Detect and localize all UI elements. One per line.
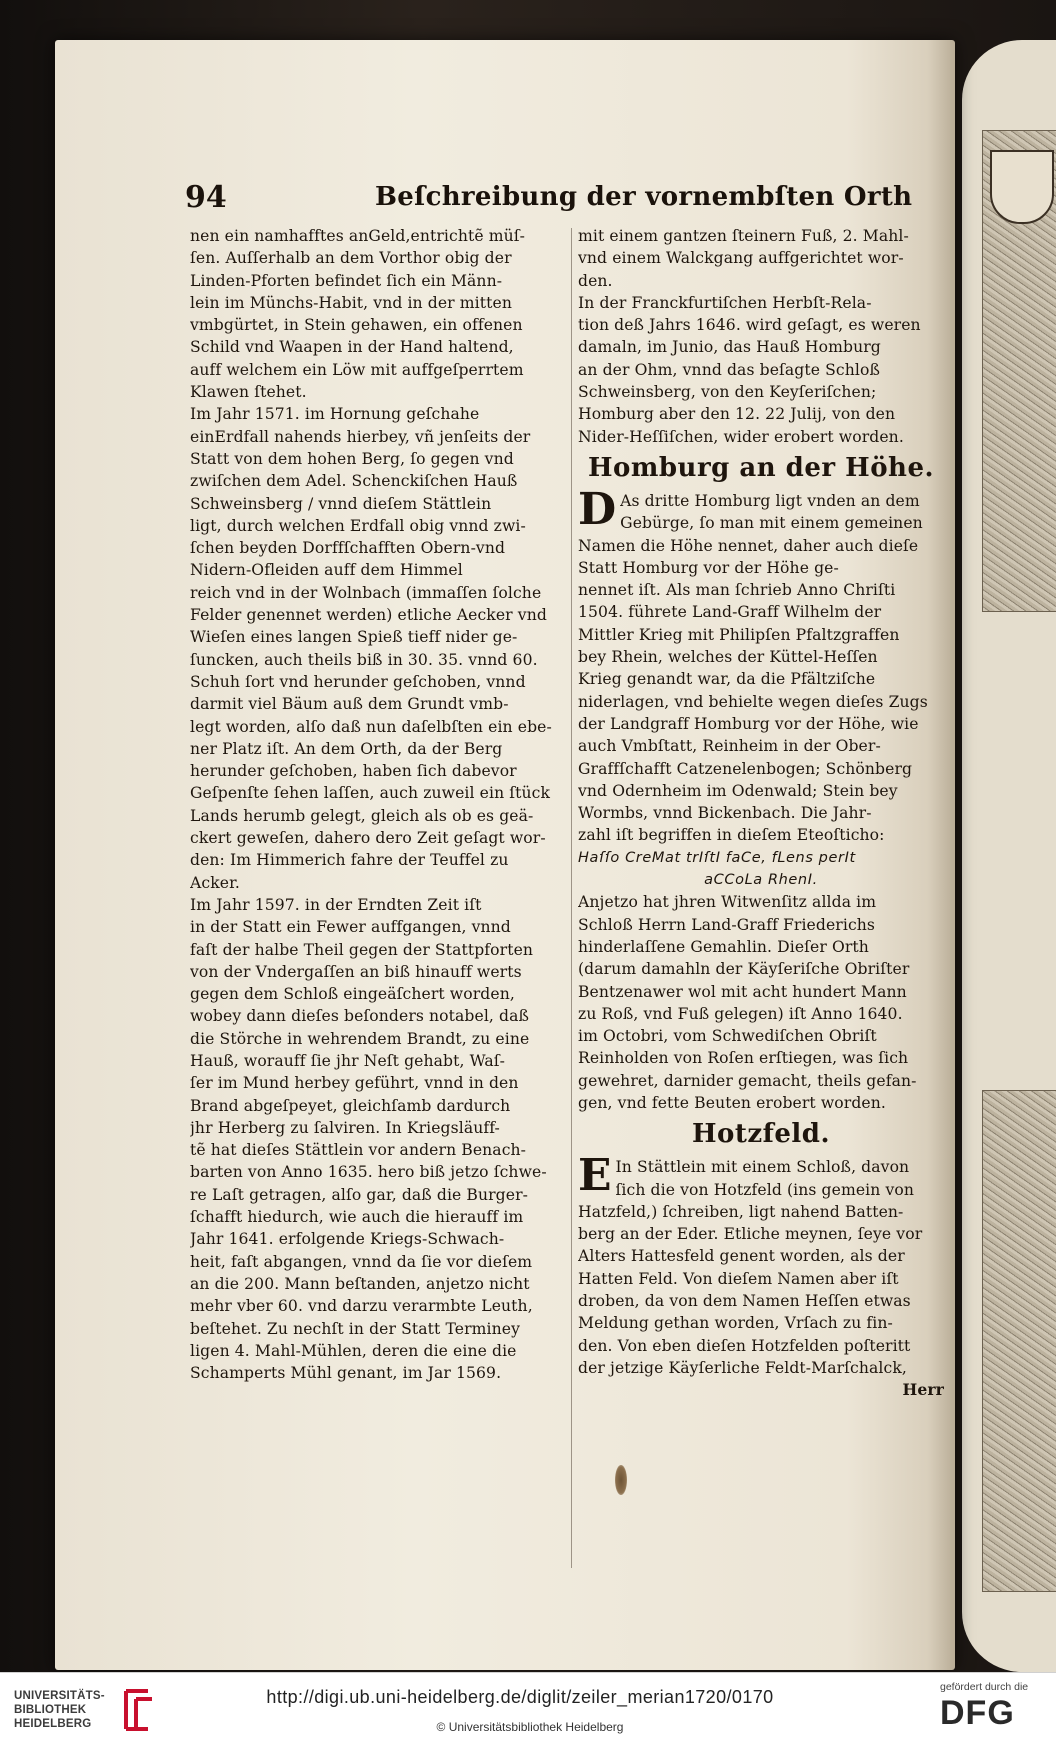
text-line: Klawen ſtehet. <box>190 383 307 402</box>
paper-stain <box>615 1465 627 1495</box>
text-line: Gebürge, ſo man mit einem gemeinen <box>620 514 923 533</box>
text-line: Graffſchafft Catzenelenbogen; Schönberg <box>578 759 913 778</box>
text-line: an der Ohm, vnnd das beſagte Schloß <box>578 360 880 379</box>
text-line: gen, vnd fette Beuten erobert worden. <box>578 1093 886 1112</box>
column-divider <box>571 228 572 1568</box>
text-line: vnd Odernheim im Odenwald; Stein bey <box>578 781 898 800</box>
left-column <box>190 225 570 1384</box>
text-line: vnd einem Walckgang auffgerichtet wor- <box>578 249 904 268</box>
catchword: Herr <box>902 1380 944 1400</box>
text-line: den. <box>578 271 613 290</box>
text-line: Statt von dem hohen Berg, ſo gegen vnd <box>190 449 514 468</box>
text-line: Wieſen eines langen Spieß tieff nider ge- <box>190 628 518 647</box>
text-line: lein im Münchs-Habit, vnd in der mitten <box>190 293 512 312</box>
copyright-notice: © Universitätsbibliothek Heidelberg <box>436 1720 624 1734</box>
text-line: nen ein namhafftes anGeld,entrichtẽ müſ- <box>190 227 525 245</box>
text-line: mit einem gantzen ſteinern Fuß, 2. Mahl- <box>578 227 909 245</box>
text-line: Meldung gethan worden, Vrſach zu fin- <box>578 1314 893 1333</box>
text-line: Bentzenawer wol mit acht hundert Mann <box>578 982 907 1001</box>
text-line: Hauß, worauff ſie jhr Neſt gehabt, Waſ- <box>190 1051 506 1070</box>
text-line: Schild vnd Waapen in der Hand haltend, <box>190 338 514 357</box>
text-line: Acker. <box>190 873 240 892</box>
text-line: Krieg genandt war, da die Pfältziſche <box>578 670 876 689</box>
homburg-paragraph <box>578 483 944 847</box>
text-line: tion deß Jahrs 1646. wird geſagt, es weren <box>578 316 921 335</box>
text-line: Schweinsberg, von den Keyſeriſchen; <box>578 383 877 402</box>
engraving-plate-bottom <box>982 1090 1056 1592</box>
text-line: nennet iſt. Als man ſchrieb Anno Chriſti <box>578 581 896 600</box>
text-line: Schamperts Mühl genant, im Jar 1569. <box>190 1364 502 1383</box>
text-line: die Störche in wehrendem Brandt, zu eine <box>190 1029 530 1048</box>
text-line: Hatzfeld,) ſchreiben, ligt nahend Batten- <box>578 1202 904 1221</box>
continuation-paragraph <box>578 225 944 292</box>
viewer-footer <box>0 1672 1056 1749</box>
text-line: berg an der Eder. Etliche meynen, ſeye vor <box>578 1225 923 1244</box>
text-line: jhr Herberg zu ſalviren. In Kriegsläuff- <box>190 1118 500 1137</box>
text-line: tẽ hat dieſes Stättlein vor andern Benach- <box>190 1141 527 1160</box>
text-line: heit, faſt abgangen, vnnd da ſie vor dieſem <box>190 1252 533 1271</box>
heading-hotzfeld: Hotzfeld. <box>691 1119 831 1150</box>
text-line: herunder geſchoben, haben ſich dabevor <box>190 762 517 781</box>
text-line: faſt der halbe Theil gegen der Stattpforten <box>190 940 534 959</box>
text-line: In der Franckfurtiſchen Herbſt-Rela- <box>578 293 872 312</box>
text-line: darmit viel Bäum auß dem Grundt vmb- <box>190 695 509 714</box>
text-line: Reinholden von Roſen erſtiegen, was ſich <box>578 1049 909 1068</box>
text-line: mehr vber 60. vnd darzu verarmbte Leuth, <box>190 1297 533 1316</box>
text-line: ſuncken, auch theils biß in 30. 35. vnnd 60. <box>190 650 538 669</box>
text-line: Jahr 1641. erfolgende Kriegs-Schwach- <box>190 1230 505 1249</box>
text-line: As dritte Homburg ligt vnden an dem <box>620 491 920 510</box>
page-header <box>185 178 945 222</box>
text-line: Im Jahr 1571. im Hornung geſchahe <box>190 405 480 424</box>
text-line: ſer im Mund herbey geführt, vnnd in den <box>190 1074 519 1093</box>
text-line: zahl iſt begriffen in dieſem Eteoſticho: <box>578 826 885 845</box>
text-line: an die 200. Mann beſtanden, anjetzo nicht <box>190 1274 530 1293</box>
text-line: von der Vndergaſſen an biß hinauff werts <box>190 962 522 981</box>
text-line: Wormbs, vnnd Bickenbach. Die Jahr- <box>578 804 872 823</box>
text-line: Im Jahr 1597. in der Erndten Zeit iſt <box>190 895 482 914</box>
dropcap-hotzfeld: E <box>578 1150 612 1202</box>
text-line: ligen 4. Mahl-Mühlen, deren die eine die <box>190 1341 517 1360</box>
library-logo-icon <box>118 1685 158 1735</box>
text-line: (darum damahln der Käyſeriſche Obriſter <box>578 960 910 979</box>
text-line: legt worden, alſo daß nun daſelbſten ein ebe- <box>190 717 552 736</box>
chronostichon-line-2: aCCoLa RhenI. <box>704 872 818 889</box>
text-line: ſchen beyden Dorffſchafften Obern-vnd <box>190 539 506 558</box>
text-line: Nidern-Ofleiden auff dem Himmel <box>190 561 463 580</box>
text-line: zu Roß, vnd Fuß gelegen) iſt Anno 1640. <box>578 1004 903 1023</box>
text-line: zwiſchen dem Adel. Schenckiſchen Hauß <box>190 472 518 491</box>
text-line: vmbgürtet, in Stein gehawen, ein offenen <box>190 316 523 335</box>
heading-homburg: Homburg an der Höhe. <box>587 452 935 483</box>
text-line: den: Im Himmerich fahre der Teuffel zu <box>190 851 509 870</box>
text-line: droben, da von dem Namen Heſſen etwas <box>578 1292 911 1311</box>
text-line: Statt Homburg vor der Höhe ge- <box>578 558 839 577</box>
text-line: auch Vmbſtatt, Reinheim in der Ober- <box>578 737 881 756</box>
text-line: Anjetzo hat jhren Witwenſitz allda im <box>578 893 877 912</box>
text-line: ſich die von Hotzfeld (ins gemein von <box>615 1180 915 1199</box>
text-line: den. Von eben dieſen Hotzfelden poſteritt <box>578 1336 911 1355</box>
text-line: Brand abgeſpeyet, gleichſamb dardurch <box>190 1096 511 1115</box>
page-number: 94 <box>185 180 227 215</box>
text-line: Namen die Höhe nennet, daher auch dieſe <box>578 536 919 555</box>
text-line: In Stättlein mit einem Schloß, davon <box>615 1158 910 1177</box>
text-line: barten von Anno 1635. hero biß jetzo ſchwe- <box>190 1163 547 1182</box>
text-line: beſtehet. Zu nechſt in der Statt Terminey <box>190 1319 520 1338</box>
text-line: Schloß Herrn Land-Graff Friederichs <box>578 915 876 934</box>
text-line: in der Statt ein Fewer auffgangen, vnnd <box>190 918 511 937</box>
text-line: im Octobri, vom Schwediſchen Obriſt <box>578 1027 877 1046</box>
text-line: niderlagen, vnd behielte wegen dieſes Zugs <box>578 692 928 711</box>
text-line: ſchafft hiedurch, wie auch die hierauff im <box>190 1208 524 1227</box>
text-line: reich vnd in der Wolnbach (immaſſen ſolche <box>190 583 542 602</box>
text-line: Hatten Feld. Von dieſem Namen aber iſt <box>578 1269 899 1288</box>
text-line: der Landgraff Homburg vor der Höhe, wie <box>578 714 919 733</box>
text-line: Nider-Heſſiſchen, wider erobert worden. <box>578 427 904 446</box>
text-line: ligt, durch welchen Erdfall obig vnnd zwi- <box>190 516 526 535</box>
dfg-logo: DFG <box>940 1694 1015 1732</box>
text-line: re Laſt getragen, alſo gar, daß die Burger- <box>190 1185 529 1204</box>
funder-label: gefördert durch die <box>940 1681 1029 1693</box>
text-line: gewehret, darnider gemacht, theils gefan- <box>578 1071 917 1090</box>
text-line: damaln, im Junio, das Hauß Homburg <box>578 338 881 357</box>
hotzfeld-paragraph <box>578 1150 944 1379</box>
text-line: wobey dann dieſes beſonders notabel, daß <box>190 1007 530 1026</box>
text-line: Lands herumb gelegt, gleich als ob es geä- <box>190 806 534 825</box>
text-line: Schweinsberg / vnnd dieſem Stättlein <box>190 494 492 513</box>
text-line: der jetzige Käyſerliche Feldt-Marſchalck, <box>578 1358 907 1377</box>
text-line: ckert geweſen, dahero dero Zeit geſagt wor- <box>190 829 546 848</box>
text-line: gegen dem Schloß eingeäſchert worden, <box>190 985 515 1004</box>
text-line: ſen. Auſſerhalb an dem Vorthor obig der <box>190 249 512 268</box>
running-title: Beſchreibung der vornembſten Orth <box>375 182 913 212</box>
relation-paragraph <box>578 292 944 448</box>
chronostichon-line-1: Haſſo CreMat trIſtI faCe, fLens perIt <box>578 849 856 866</box>
text-line: Mittler Krieg mit Philipſen Pfaltzgraffen <box>578 625 900 644</box>
text-line: Homburg aber den 12. 22 Julij, von den <box>578 405 896 424</box>
homburg-paragraph-2 <box>578 891 944 1114</box>
dropcap-homburg: D <box>578 483 617 535</box>
library-logo[interactable] <box>14 1683 154 1737</box>
funder-block[interactable] <box>940 1681 1050 1733</box>
text-line: bey Rhein, welches der Küttel-Heſſen <box>578 648 878 667</box>
right-column <box>578 225 944 1402</box>
text-line: hinderlaſſene Gemahlin. Dieſer Orth <box>578 937 869 956</box>
library-logo-text: UNIVERSITÄTS- BIBLIOTHEK HEIDELBERG <box>14 1690 105 1730</box>
text-line: Linden-Pforten befindet ſich ein Männ- <box>190 271 503 290</box>
text-line: Felder genennet werden) etliche Aecker vnd <box>190 606 547 625</box>
text-line: einErdfall nahends hierbey, vñ jenſeits der <box>190 427 531 446</box>
coat-of-arms-icon <box>990 150 1054 224</box>
text-line: Alters Hattesfeld genent worden, als der <box>578 1247 905 1266</box>
text-line: 1504. führete Land-Graff Wilhelm der <box>578 603 882 622</box>
permalink-url[interactable]: http://digi.ub.uni-heidelberg.de/diglit/zeiler_merian1720/0170 <box>266 1687 774 1707</box>
text-line: Schuh ſort vnd herunder geſchoben, vnnd <box>190 672 526 691</box>
text-line: ner Platz iſt. An dem Orth, da der Berg <box>190 739 503 758</box>
text-line: auff welchem ein Löw mit auffgeſperrtem <box>190 360 524 379</box>
text-line: Geſpenſte ſehen laſſen, auch zuweil ein ſtück <box>190 784 551 803</box>
